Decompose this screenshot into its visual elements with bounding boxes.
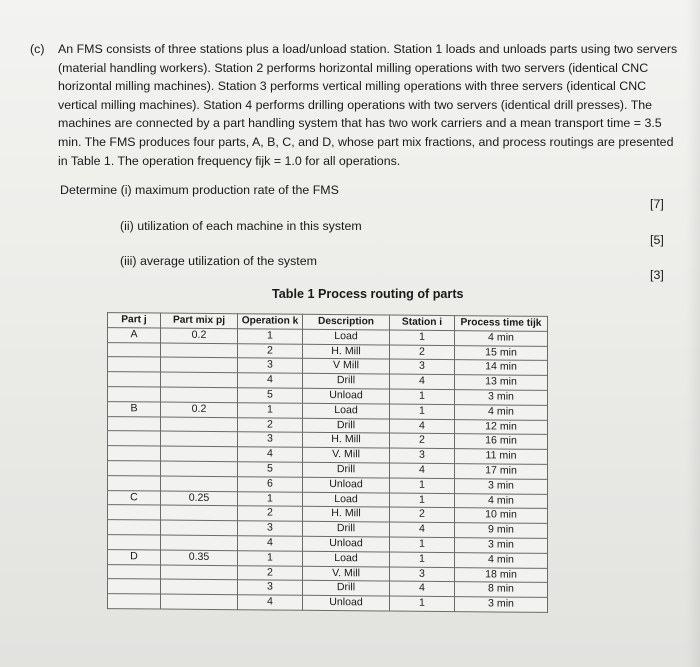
cell-operation: 1 (238, 550, 303, 565)
cell-process-time: 3 min (455, 538, 548, 554)
cell-part-mix (161, 446, 238, 461)
cell-part-mix (161, 579, 238, 594)
cell-part (108, 579, 161, 594)
question-label: (c) (30, 42, 45, 56)
cell-part-mix: 0.2 (161, 402, 238, 417)
cell-description: Load (303, 403, 390, 419)
cell-part (108, 520, 161, 535)
cell-process-time: 4 min (455, 404, 548, 420)
header-operation: Operation k (238, 314, 303, 329)
cell-station: 1 (390, 537, 455, 552)
cell-operation: 2 (238, 506, 303, 521)
cell-description: Unload (303, 536, 390, 552)
cell-operation: 3 (238, 358, 303, 373)
header-station: Station i (390, 315, 455, 330)
cell-part (108, 416, 161, 431)
cell-process-time: 10 min (455, 508, 548, 524)
cell-station: 2 (390, 345, 455, 360)
cell-description: Drill (303, 418, 390, 434)
cell-part-mix: 0.2 (161, 328, 238, 343)
cell-station: 3 (390, 448, 455, 463)
cell-part (108, 594, 161, 609)
table-row (108, 594, 548, 613)
cell-station: 1 (390, 478, 455, 493)
cell-description: Unload (303, 477, 390, 493)
cell-part: C (108, 490, 161, 505)
cell-operation: 5 (238, 388, 303, 403)
cell-description: V. Mill (303, 566, 390, 582)
cell-station: 1 (390, 389, 455, 404)
cell-part (108, 446, 161, 461)
header-part-mix: Part mix pj (161, 313, 238, 328)
cell-process-time: 8 min (455, 582, 548, 598)
cell-operation: 4 (238, 595, 303, 610)
question-block (30, 40, 678, 170)
cell-part-mix: 0.25 (161, 491, 238, 506)
cell-part-mix (161, 357, 238, 372)
cell-part (108, 535, 161, 550)
cell-station: 4 (390, 522, 455, 537)
cell-description: H. Mill (303, 433, 390, 449)
cell-part (108, 431, 161, 446)
cell-part-mix (161, 535, 238, 550)
cell-process-time: 18 min (455, 567, 548, 583)
cell-part-mix (161, 476, 238, 491)
cell-process-time: 3 min (455, 478, 548, 494)
cell-operation: 4 (238, 373, 303, 388)
cell-station: 3 (390, 359, 455, 374)
cell-description: Load (303, 492, 390, 508)
mark-iii: [3] (650, 268, 664, 282)
cell-part: D (108, 549, 161, 564)
cell-station: 3 (390, 567, 455, 582)
cell-description: Unload (303, 388, 390, 404)
cell-station: 1 (390, 404, 455, 419)
cell-station: 1 (390, 596, 455, 611)
prompt-ii: (ii) utilization of each machine in this system (120, 219, 362, 233)
cell-description: V Mill (303, 359, 390, 375)
cell-operation: 1 (238, 402, 303, 417)
cell-station: 1 (390, 330, 455, 345)
cell-station: 2 (390, 433, 455, 448)
cell-part (108, 342, 161, 357)
cell-description: V. Mill (303, 447, 390, 463)
cell-operation: 1 (238, 329, 303, 344)
cell-part (108, 461, 161, 476)
cell-operation: 3 (238, 580, 303, 595)
cell-station: 4 (390, 581, 455, 596)
cell-process-time: 15 min (455, 345, 548, 361)
cell-operation: 4 (238, 536, 303, 551)
cell-process-time: 3 min (455, 597, 548, 613)
cell-operation: 6 (238, 476, 303, 491)
cell-process-time: 17 min (455, 464, 548, 480)
cell-part (108, 505, 161, 520)
cell-operation: 3 (238, 432, 303, 447)
cell-process-time: 4 min (455, 330, 548, 346)
cell-part (108, 387, 161, 402)
cell-process-time: 3 min (455, 390, 548, 406)
cell-part: A (108, 327, 161, 342)
cell-part-mix (161, 565, 238, 580)
cell-part-mix (161, 461, 238, 476)
cell-process-time: 12 min (455, 419, 548, 435)
process-routing-table (107, 312, 548, 613)
cell-description: H. Mill (303, 344, 390, 360)
cell-process-time: 14 min (455, 360, 548, 376)
cell-process-time: 11 min (455, 449, 548, 465)
cell-operation: 2 (238, 565, 303, 580)
cell-operation: 2 (238, 417, 303, 432)
cell-operation: 4 (238, 447, 303, 462)
cell-station: 4 (390, 374, 455, 389)
cell-station: 1 (390, 493, 455, 508)
cell-process-time: 4 min (455, 493, 548, 509)
cell-description: Drill (303, 462, 390, 478)
header-description: Description (303, 314, 390, 330)
mark-ii: [5] (650, 233, 664, 247)
header-process-time: Process time tijk (455, 316, 548, 332)
cell-description: Load (303, 551, 390, 567)
table-title: Table 1 Process routing of parts (272, 287, 464, 301)
cell-part-mix (161, 372, 238, 387)
cell-station: 2 (390, 507, 455, 522)
cell-station: 4 (390, 419, 455, 434)
cell-part-mix (161, 431, 238, 446)
cell-operation: 3 (238, 521, 303, 536)
cell-process-time: 16 min (455, 434, 548, 450)
cell-process-time: 9 min (455, 523, 548, 539)
prompt-i: Determine (i) maximum production rate of the FMS (60, 183, 339, 197)
cell-description: Drill (303, 581, 390, 597)
cell-part-mix (161, 505, 238, 520)
cell-description: Drill (303, 521, 390, 537)
cell-description: Load (303, 329, 390, 345)
cell-description: Unload (303, 595, 390, 611)
cell-operation: 5 (238, 462, 303, 477)
cell-part-mix (161, 417, 238, 432)
cell-part-mix (161, 343, 238, 358)
cell-process-time: 4 min (455, 552, 548, 568)
cell-description: Drill (303, 373, 390, 389)
cell-station: 1 (390, 552, 455, 567)
cell-operation: 1 (238, 491, 303, 506)
cell-part-mix (161, 387, 238, 402)
cell-part (108, 357, 161, 372)
cell-part-mix: 0.35 (161, 550, 238, 565)
question-text: An FMS consists of three stations plus a load/unload station. Station 1 loads and unloads parts using two servers (material handling workers). Station 2 performs horizontal milling operations with two servers (identical CNC horizontal milling machines). Station 3 performs vertical milling operations with three servers (identical CNC vertical milling machines). Station 4 performs drilling operations with two servers (identical drill presses). The machines are connected by a part handling system that has two work carriers and a mean transport time = 3.5 min. The FMS produces four parts, A, B, C, and D, whose part mix fractions, and process routings are presented in Table 1. The operation frequency fijk = 1.0 for all operations. (58, 42, 678, 168)
page-edge-shadow (686, 0, 700, 667)
mark-i: [7] (650, 197, 664, 211)
cell-part (108, 475, 161, 490)
cell-part (108, 372, 161, 387)
cell-part-mix (161, 520, 238, 535)
cell-part (108, 564, 161, 579)
cell-part: B (108, 401, 161, 416)
header-part: Part j (108, 313, 161, 328)
cell-description: H. Mill (303, 507, 390, 523)
cell-operation: 2 (238, 343, 303, 358)
table-body (108, 327, 548, 612)
cell-part-mix (161, 594, 238, 609)
cell-station: 4 (390, 463, 455, 478)
prompt-iii: (iii) average utilization of the system (120, 254, 317, 268)
cell-process-time: 13 min (455, 375, 548, 391)
